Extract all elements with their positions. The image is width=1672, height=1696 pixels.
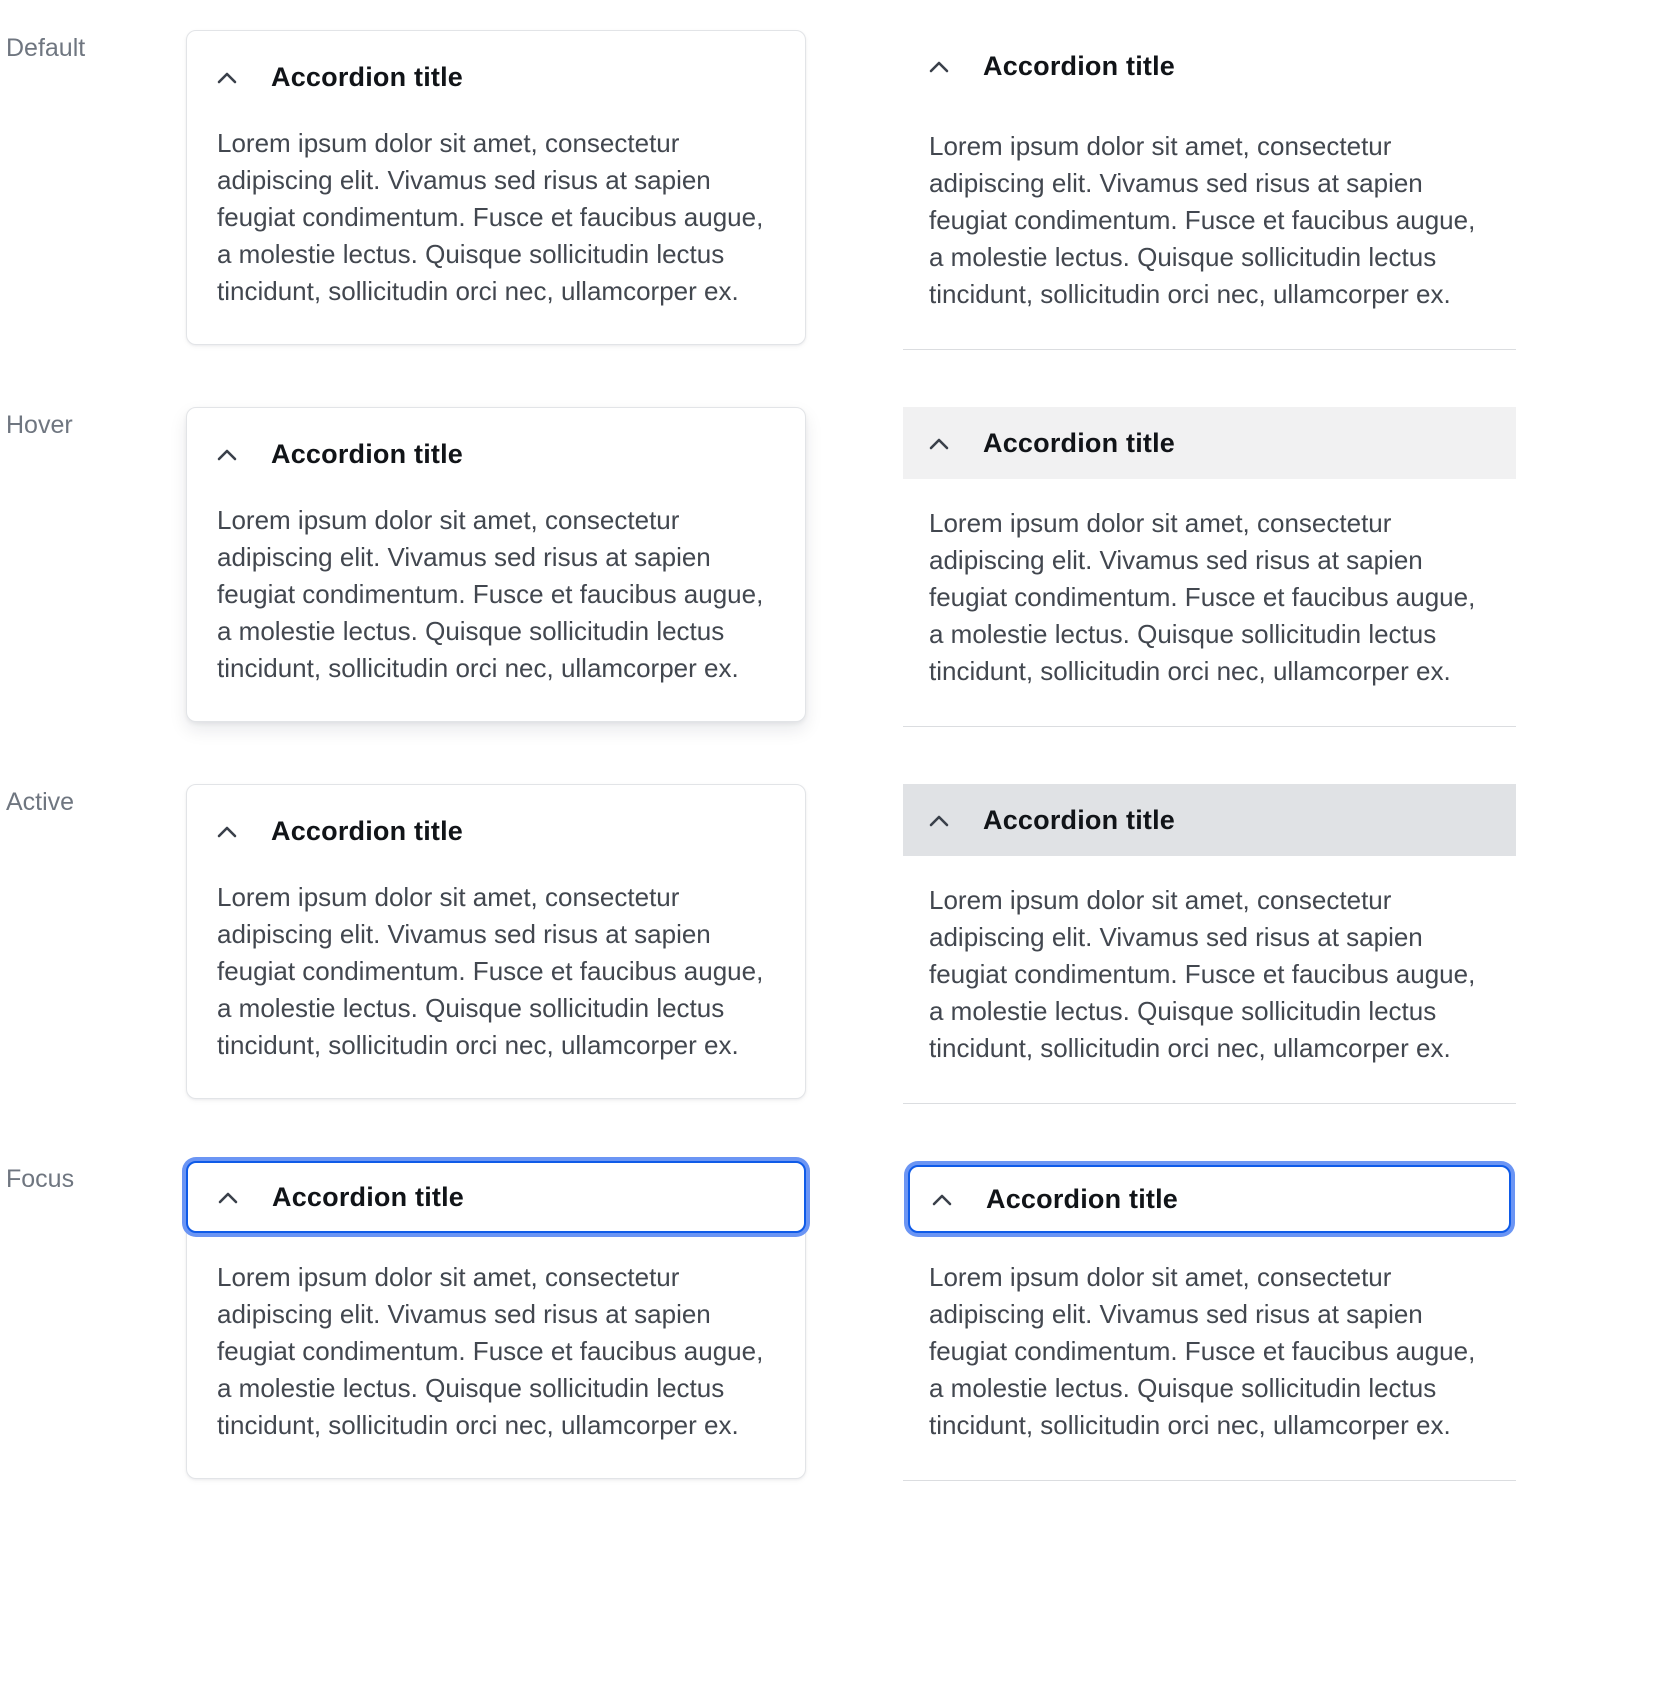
accordion-body: Lorem ipsum dolor sit amet, consectetur adipiscing elit. Vivamus sed risus at sapien feugiat condimentum. Fusce et faucibus augue, a molestie lectus. Quisque sollicitudin lectus tincidunt, sollicitudin orci nec, ullamcorper ex.	[217, 505, 764, 683]
chevron-up-icon	[217, 825, 237, 838]
accordion-header[interactable]	[908, 1165, 1511, 1233]
state-row-active	[6, 784, 1672, 1104]
state-label-focus: Focus	[6, 1165, 75, 1193]
chevron-up-icon	[929, 814, 949, 827]
chevron-up-icon	[932, 1193, 952, 1206]
accordion-header[interactable]	[903, 30, 1516, 102]
chevron-up-icon	[929, 437, 949, 450]
accordion-title: Accordion title	[986, 1183, 1179, 1214]
accordion-body: Lorem ipsum dolor sit amet, consectetur adipiscing elit. Vivamus sed risus at sapien feugiat condimentum. Fusce et faucibus augue, a molestie lectus. Quisque sollicitudin lectus tincidunt, sollicitudin orci nec, ullamcorper ex.	[217, 882, 764, 1060]
flush-variant-focus	[903, 1161, 1516, 1481]
state-label-active: Active	[6, 788, 75, 816]
accordion-card	[186, 1161, 806, 1479]
chevron-up-icon	[218, 1191, 238, 1204]
state-label-default: Default	[6, 34, 86, 62]
boxed-variant-focus	[186, 1161, 806, 1479]
accordion-title: Accordion title	[983, 50, 1176, 81]
accordion-flush	[903, 1165, 1516, 1481]
accordion-header[interactable]	[217, 432, 775, 476]
chevron-up-icon	[217, 71, 237, 84]
accordion-card	[186, 784, 806, 1099]
accordion-body: Lorem ipsum dolor sit amet, consectetur adipiscing elit. Vivamus sed risus at sapien feugiat condimentum. Fusce et faucibus augue, a molestie lectus. Quisque sollicitudin lectus tincidunt, sollicitudin orci nec, ullamcorper ex.	[929, 885, 1476, 1063]
accordion-card	[186, 30, 806, 345]
state-row-default	[6, 30, 1672, 350]
accordion-header[interactable]	[186, 1161, 806, 1233]
boxed-variant-active	[186, 784, 806, 1099]
accordion-title: Accordion title	[983, 427, 1176, 458]
accordion-card	[186, 407, 806, 722]
state-row-focus	[6, 1161, 1672, 1481]
accordion-title: Accordion title	[983, 804, 1176, 835]
chevron-up-icon	[929, 60, 949, 73]
accordion-header[interactable]	[903, 784, 1516, 856]
flush-variant-default	[903, 30, 1516, 350]
flush-variant-hover	[903, 407, 1516, 727]
chevron-up-icon	[217, 448, 237, 461]
accordion-title: Accordion title	[272, 1181, 465, 1212]
boxed-variant-default	[186, 30, 806, 345]
accordion-header[interactable]	[217, 55, 775, 99]
boxed-variant-hover	[186, 407, 806, 722]
accordion-body: Lorem ipsum dolor sit amet, consectetur adipiscing elit. Vivamus sed risus at sapien feugiat condimentum. Fusce et faucibus augue, a molestie lectus. Quisque sollicitudin lectus tincidunt, sollicitudin orci nec, ullamcorper ex.	[217, 128, 764, 306]
accordion-body: Lorem ipsum dolor sit amet, consectetur adipiscing elit. Vivamus sed risus at sapien feugiat condimentum. Fusce et faucibus augue, a molestie lectus. Quisque sollicitudin lectus tincidunt, sollicitudin orci nec, ullamcorper ex.	[929, 1262, 1476, 1440]
accordion-title: Accordion title	[271, 61, 464, 92]
state-row-hover	[6, 407, 1672, 727]
flush-variant-active	[903, 784, 1516, 1104]
accordion-body: Lorem ipsum dolor sit amet, consectetur adipiscing elit. Vivamus sed risus at sapien feugiat condimentum. Fusce et faucibus augue, a molestie lectus. Quisque sollicitudin lectus tincidunt, sollicitudin orci nec, ullamcorper ex.	[929, 131, 1476, 309]
accordion-flush	[903, 784, 1516, 1104]
accordion-flush	[903, 407, 1516, 727]
state-label-hover: Hover	[6, 411, 73, 439]
accordion-title: Accordion title	[271, 815, 464, 846]
accordion-body: Lorem ipsum dolor sit amet, consectetur adipiscing elit. Vivamus sed risus at sapien feugiat condimentum. Fusce et faucibus augue, a molestie lectus. Quisque sollicitudin lectus tincidunt, sollicitudin orci nec, ullamcorper ex.	[929, 508, 1476, 686]
accordion-title: Accordion title	[271, 438, 464, 469]
accordion-flush	[903, 30, 1516, 350]
accordion-header[interactable]	[903, 407, 1516, 479]
accordion-header[interactable]	[217, 809, 775, 853]
accordion-body: Lorem ipsum dolor sit amet, consectetur adipiscing elit. Vivamus sed risus at sapien feugiat condimentum. Fusce et faucibus augue, a molestie lectus. Quisque sollicitudin lectus tincidunt, sollicitudin orci nec, ullamcorper ex.	[217, 1262, 764, 1440]
